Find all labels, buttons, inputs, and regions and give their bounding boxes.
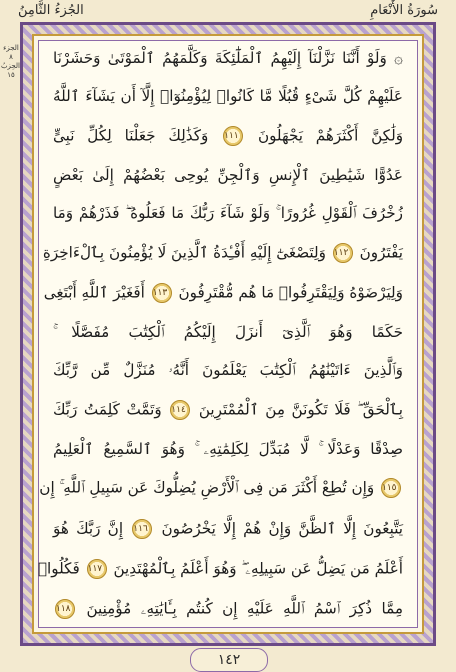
ayah-number-marker: ١١٧ xyxy=(87,559,107,579)
verse-text: يَفْتَرُونَ xyxy=(359,243,403,262)
surah-title: سُورَةُ الأَنْعَامِ xyxy=(370,3,438,18)
ayah-number-marker: ١١٤ xyxy=(170,400,190,420)
verse-text: حَكَمًا وَهُوَ ٱلَّذِىٓ أَنزَلَ إِلَيْكُمُ ٱلْكِتَٰبَ مُفَصَّلًا ۚ xyxy=(53,323,403,342)
ayah-number-marker: ١١٣ xyxy=(152,283,172,303)
verse-text: وَلَٰكِنَّ أَكْثَرَهُمْ يَجْهَلُونَ xyxy=(257,126,404,145)
ayah-number-marker: ١١٨ xyxy=(55,599,75,619)
juz-title: الجُزءُ الثَّامِنُ xyxy=(18,3,84,18)
verse-text: عَدُوًّا شَيَٰطِينَ ٱلْإِنسِ وَٱلْجِنِّ يُوحِى بَعْضُهُمْ إِلَىٰ بَعْضٍ xyxy=(53,165,403,184)
verse-text: وَكَذَٰلِكَ جَعَلْنَا لِكُلِّ نَبِىٍّ xyxy=(53,126,209,145)
juz-part-note: الجزء ٨ xyxy=(3,44,19,61)
verse-line xyxy=(53,49,403,67)
verse-text: مِمَّا ذُكِرَ ٱسْمُ ٱللَّهِ عَلَيْهِ إِن كُنتُم بِـَٔايَٰتِهِۦ مُؤْمِنِينَ xyxy=(86,599,403,618)
ayah-number-marker: ١١٥ xyxy=(381,478,401,498)
page-number: ١٤٢ xyxy=(190,648,268,672)
verse-text: يَتَّبِعُونَ إِلَّا ٱلظَّنَّ وَإِنْ هُمْ إِلَّا يَخْرُصُونَ xyxy=(161,519,404,538)
verse-text: أَعْلَمُ مَن يَضِلُّ عَن سَبِيلِهِۦ ۖ وَهُوَ أَعْلَمُ بِٱلْمُهْتَدِينَ xyxy=(113,559,403,578)
verse-line xyxy=(53,166,403,184)
hizb-note: الحِزبُ ١٥ xyxy=(0,62,20,79)
verse-line xyxy=(53,519,403,539)
verse-text: أَفَغَيْرَ ٱللَّهِ أَبْتَغِى xyxy=(43,283,145,302)
verse-line xyxy=(53,323,403,341)
verse-text: صِدْقًا وَعَدْلًا ۚ لَّا مُبَدِّلَ لِكَلِمَٰتِهِۦ ۚ وَهُوَ ٱلسَّمِيعُ ٱلْعَلِيمُ xyxy=(53,439,403,458)
verse-text: إِنَّ رَبَّكَ هُوَ xyxy=(53,519,124,538)
ayah-number-marker: ١١٢ xyxy=(333,243,353,263)
verse-text: وَٱلَّذِينَ ءَاتَيْنَٰهُمُ ٱلْكِتَٰبَ يَعْلَمُونَ أَنَّهُۥ مُنَزَّلٌ مِّن رَّبِّكَ xyxy=(53,361,403,380)
text-panel xyxy=(38,40,418,628)
verse-text: وَلِتَصْغَىٰٓ إِلَيْهِ أَفْـِٔدَةُ ٱلَّذِينَ لَا يُؤْمِنُونَ بِٱلْءَاخِرَةِ xyxy=(42,243,326,262)
verse-text: زُخْرُفَ ٱلْقَوْلِ غُرُورًا ۚ وَلَوْ شَآءَ رَبُّكَ مَا فَعَلُوهُ ۖ فَذَرْهُمْ وَمَا xyxy=(53,204,403,223)
gold-border xyxy=(32,34,424,634)
verse-line xyxy=(43,283,403,303)
verse-text: وَإِن تُطِعْ أَكْثَرَ مَن فِى ٱلْأَرْضِ يُضِلُّوكَ عَن سَبِيلِ ٱللَّهِ ۚ إِن xyxy=(39,478,375,497)
verse-line xyxy=(42,243,403,263)
ayah-number-marker: ١١٦ xyxy=(132,519,152,539)
verse-lines xyxy=(37,49,404,619)
verse-line xyxy=(53,599,403,619)
ornate-border xyxy=(20,22,436,646)
ayah-number-marker: ١١١ xyxy=(223,126,243,146)
verse-text: فَكُلُوا۟ xyxy=(37,559,80,578)
verse-line xyxy=(53,400,403,420)
verse-line xyxy=(53,126,403,146)
verse-text: ۞ وَلَوْ أَنَّنَا نَزَّلْنَآ إِلَيْهِمُ ٱلْمَلَٰٓئِكَةَ وَكَلَّمَهُمُ ٱلْمَوْتَىٰ وَحَشَرْنَا xyxy=(53,49,403,67)
hizb-marker xyxy=(2,44,20,80)
verse-line xyxy=(53,204,403,222)
verse-line xyxy=(53,361,403,379)
verse-text: عَلَيْهِمْ كُلَّ شَىْءٍ قُبُلًا مَّا كَانُوا۟ لِيُؤْمِنُوٓا۟ إِلَّآ أَن يَشَآءَ ٱللَّهُ xyxy=(53,87,403,106)
verse-text: وَلِيَرْضَوْهُ وَلِيَقْتَرِفُوا۟ مَا هُم مُّقْتَرِفُونَ xyxy=(178,283,403,302)
verse-line xyxy=(53,440,403,458)
verse-line xyxy=(53,87,403,105)
verse-text: بِٱلْحَقِّ ۖ فَلَا تَكُونَنَّ مِنَ ٱلْمُمْتَرِينَ xyxy=(198,400,404,419)
verse-line xyxy=(39,478,403,498)
verse-line xyxy=(37,559,403,579)
verse-text: وَتَمَّتْ كَلِمَتُ رَبِّكَ xyxy=(53,400,162,419)
